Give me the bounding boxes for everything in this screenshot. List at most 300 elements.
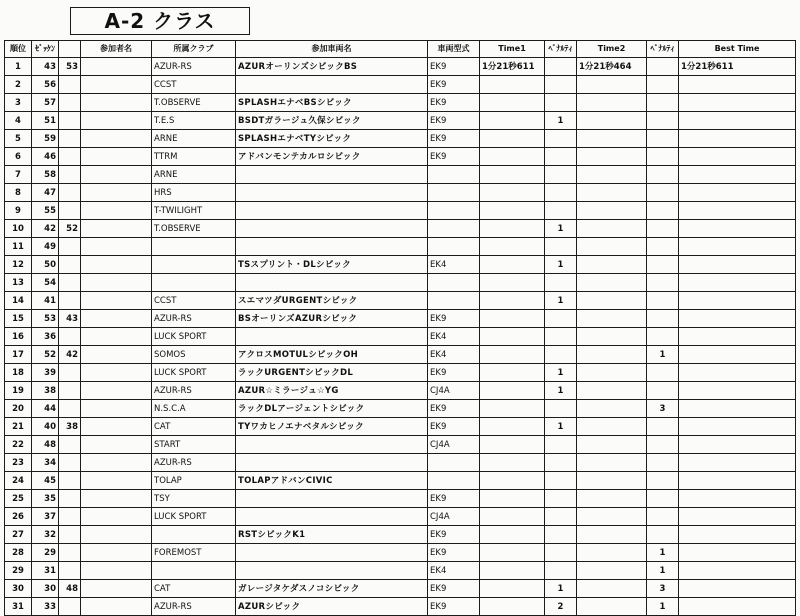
cell-penalty2: [647, 526, 679, 544]
cell-zekken: 29: [32, 544, 59, 562]
cell-time1: [480, 454, 545, 472]
cell-time2: [577, 400, 647, 418]
cell-driver: [81, 184, 152, 202]
cell-car: [236, 220, 428, 238]
cell-time1: [480, 544, 545, 562]
cell-time2: [577, 490, 647, 508]
cell-penalty1: 1: [545, 364, 577, 382]
cell-zekken: 40: [32, 418, 59, 436]
cell-mark: [59, 184, 81, 202]
cell-zekken: 30: [32, 580, 59, 598]
cell-best-time: [679, 400, 796, 418]
cell-club: LUCK SPORT: [152, 328, 236, 346]
cell-car: [236, 436, 428, 454]
cell-mark: [59, 130, 81, 148]
header-model: 車両型式: [428, 41, 480, 58]
table-row: [5, 580, 796, 598]
cell-mark: [59, 166, 81, 184]
cell-model: EK9: [428, 490, 480, 508]
table-row: [5, 562, 796, 580]
cell-zekken: 54: [32, 274, 59, 292]
cell-best-time: [679, 346, 796, 364]
cell-penalty2: [647, 202, 679, 220]
cell-rank: 3: [5, 94, 32, 112]
cell-model: CJ4A: [428, 382, 480, 400]
cell-best-time: [679, 472, 796, 490]
cell-penalty2: [647, 220, 679, 238]
cell-zekken: 37: [32, 508, 59, 526]
cell-club: SOMOS: [152, 346, 236, 364]
cell-penalty2: [647, 454, 679, 472]
cell-model: EK9: [428, 112, 480, 130]
cell-club: T.OBSERVE: [152, 94, 236, 112]
cell-best-time: [679, 256, 796, 274]
cell-mark: [59, 490, 81, 508]
header-penalty2: ﾍﾟﾅﾙﾃｨ: [647, 41, 679, 58]
cell-mark: [59, 382, 81, 400]
cell-car: ガレージタケダスノコシビック: [236, 580, 428, 598]
cell-zekken: 43: [32, 58, 59, 76]
cell-rank: 25: [5, 490, 32, 508]
cell-time2: [577, 166, 647, 184]
cell-penalty1: [545, 400, 577, 418]
cell-car: スエマツダURGENTシビック: [236, 292, 428, 310]
cell-time1: [480, 202, 545, 220]
cell-club: ARNE: [152, 130, 236, 148]
cell-rank: 14: [5, 292, 32, 310]
cell-best-time: [679, 310, 796, 328]
cell-driver: [81, 238, 152, 256]
table-row: [5, 598, 796, 616]
cell-rank: 16: [5, 328, 32, 346]
header-rank: 順位: [5, 41, 32, 58]
cell-club: FOREMOST: [152, 544, 236, 562]
cell-club: CCST: [152, 292, 236, 310]
cell-mark: [59, 472, 81, 490]
cell-car: [236, 490, 428, 508]
cell-driver: [81, 256, 152, 274]
cell-club: T.OBSERVE: [152, 220, 236, 238]
results-table: [4, 40, 796, 616]
cell-mark: [59, 436, 81, 454]
cell-time2: [577, 202, 647, 220]
cell-penalty1: [545, 166, 577, 184]
cell-driver: [81, 220, 152, 238]
table-row: [5, 292, 796, 310]
cell-zekken: 32: [32, 526, 59, 544]
cell-time2: [577, 256, 647, 274]
cell-penalty2: [647, 508, 679, 526]
table-row: [5, 454, 796, 472]
cell-zekken: 56: [32, 76, 59, 94]
cell-driver: [81, 346, 152, 364]
cell-driver: [81, 490, 152, 508]
cell-time2: [577, 130, 647, 148]
cell-penalty1: 1: [545, 256, 577, 274]
cell-driver: [81, 130, 152, 148]
cell-club: AZUR-RS: [152, 598, 236, 616]
table-row: [5, 58, 796, 76]
cell-time1: [480, 580, 545, 598]
cell-time1: 1分21秒611: [480, 58, 545, 76]
cell-time1: [480, 472, 545, 490]
cell-model: EK9: [428, 544, 480, 562]
cell-time1: [480, 418, 545, 436]
cell-penalty1: [545, 310, 577, 328]
cell-car: ラックDLアージェントシビック: [236, 400, 428, 418]
cell-penalty2: [647, 130, 679, 148]
cell-best-time: [679, 202, 796, 220]
cell-mark: [59, 238, 81, 256]
cell-penalty1: [545, 490, 577, 508]
cell-rank: 30: [5, 580, 32, 598]
cell-best-time: [679, 418, 796, 436]
cell-best-time: [679, 130, 796, 148]
cell-penalty2: 3: [647, 400, 679, 418]
cell-model: EK9: [428, 580, 480, 598]
cell-club: HRS: [152, 184, 236, 202]
cell-rank: 6: [5, 148, 32, 166]
cell-driver: [81, 562, 152, 580]
cell-penalty1: 1: [545, 220, 577, 238]
cell-zekken: 34: [32, 454, 59, 472]
cell-penalty1: [545, 58, 577, 76]
table-row: [5, 364, 796, 382]
table-row: [5, 346, 796, 364]
cell-time1: [480, 148, 545, 166]
cell-time2: [577, 382, 647, 400]
cell-penalty1: [545, 562, 577, 580]
cell-club: ARNE: [152, 166, 236, 184]
cell-car: TYワカヒノエナベタルシビック: [236, 418, 428, 436]
cell-car: [236, 202, 428, 220]
cell-time1: [480, 328, 545, 346]
cell-rank: 2: [5, 76, 32, 94]
cell-car: [236, 454, 428, 472]
cell-mark: 42: [59, 346, 81, 364]
cell-mark: [59, 400, 81, 418]
table-row: [5, 418, 796, 436]
cell-zekken: 53: [32, 310, 59, 328]
cell-best-time: [679, 364, 796, 382]
cell-time1: [480, 166, 545, 184]
cell-best-time: [679, 112, 796, 130]
header-time1: Time1: [480, 41, 545, 58]
cell-penalty1: [545, 202, 577, 220]
cell-club: [152, 526, 236, 544]
table-row: [5, 166, 796, 184]
cell-driver: [81, 310, 152, 328]
cell-driver: [81, 328, 152, 346]
cell-rank: 31: [5, 598, 32, 616]
cell-penalty2: 1: [647, 562, 679, 580]
table-row: [5, 148, 796, 166]
cell-rank: 12: [5, 256, 32, 274]
cell-car: [236, 76, 428, 94]
cell-rank: 10: [5, 220, 32, 238]
cell-time2: [577, 364, 647, 382]
cell-model: [428, 202, 480, 220]
cell-car: BSオーリンズAZURシビック: [236, 310, 428, 328]
cell-model: EK9: [428, 418, 480, 436]
cell-time1: [480, 562, 545, 580]
cell-best-time: [679, 508, 796, 526]
cell-driver: [81, 292, 152, 310]
table-row: [5, 202, 796, 220]
cell-time1: [480, 598, 545, 616]
cell-mark: [59, 256, 81, 274]
cell-car: TOLAPアドバンCIVIC: [236, 472, 428, 490]
cell-penalty1: [545, 508, 577, 526]
header-best-time: Best Time: [679, 41, 796, 58]
cell-car: SPLASHエナベBSシビック: [236, 94, 428, 112]
cell-penalty2: [647, 382, 679, 400]
cell-penalty2: [647, 58, 679, 76]
table-row: [5, 328, 796, 346]
cell-car: AZURオーリンズシビックBS: [236, 58, 428, 76]
cell-zekken: 55: [32, 202, 59, 220]
cell-car: [236, 508, 428, 526]
cell-penalty2: [647, 76, 679, 94]
cell-model: CJ4A: [428, 436, 480, 454]
cell-club: N.S.C.A: [152, 400, 236, 418]
cell-model: EK9: [428, 364, 480, 382]
cell-penalty1: 1: [545, 382, 577, 400]
cell-penalty1: [545, 76, 577, 94]
cell-time2: [577, 418, 647, 436]
cell-time2: [577, 184, 647, 202]
cell-club: T-TWILIGHT: [152, 202, 236, 220]
cell-time2: [577, 346, 647, 364]
cell-rank: 26: [5, 508, 32, 526]
cell-time1: [480, 256, 545, 274]
cell-rank: 24: [5, 472, 32, 490]
cell-time2: [577, 310, 647, 328]
cell-mark: [59, 562, 81, 580]
cell-mark: [59, 364, 81, 382]
cell-mark: [59, 292, 81, 310]
cell-club: AZUR-RS: [152, 310, 236, 328]
cell-model: EK4: [428, 346, 480, 364]
cell-time1: [480, 310, 545, 328]
cell-zekken: 38: [32, 382, 59, 400]
cell-time2: [577, 94, 647, 112]
table-row: [5, 94, 796, 112]
cell-penalty1: [545, 148, 577, 166]
cell-time1: [480, 508, 545, 526]
cell-club: START: [152, 436, 236, 454]
cell-car: [236, 328, 428, 346]
cell-mark: 52: [59, 220, 81, 238]
cell-driver: [81, 202, 152, 220]
cell-car: [236, 238, 428, 256]
cell-rank: 4: [5, 112, 32, 130]
cell-time1: [480, 112, 545, 130]
cell-penalty1: [545, 436, 577, 454]
header-row: [5, 41, 796, 58]
table-row: [5, 508, 796, 526]
cell-penalty2: [647, 310, 679, 328]
table-row: [5, 544, 796, 562]
table-row: [5, 472, 796, 490]
cell-model: EK4: [428, 328, 480, 346]
cell-zekken: 44: [32, 400, 59, 418]
cell-zekken: 48: [32, 436, 59, 454]
table-row: [5, 76, 796, 94]
cell-penalty1: [545, 130, 577, 148]
cell-time2: [577, 220, 647, 238]
cell-best-time: [679, 544, 796, 562]
cell-best-time: [679, 148, 796, 166]
cell-zekken: 49: [32, 238, 59, 256]
cell-time1: [480, 490, 545, 508]
cell-rank: 13: [5, 274, 32, 292]
cell-penalty1: 2: [545, 598, 577, 616]
cell-rank: 21: [5, 418, 32, 436]
cell-model: [428, 472, 480, 490]
cell-time2: [577, 292, 647, 310]
cell-time1: [480, 184, 545, 202]
cell-car: AZURシビック: [236, 598, 428, 616]
cell-car: AZUR☆ミラージュ☆YG: [236, 382, 428, 400]
cell-zekken: 59: [32, 130, 59, 148]
cell-penalty2: [647, 472, 679, 490]
cell-zekken: 46: [32, 148, 59, 166]
cell-mark: [59, 274, 81, 292]
cell-driver: [81, 598, 152, 616]
cell-penalty2: [647, 364, 679, 382]
cell-club: CCST: [152, 76, 236, 94]
cell-driver: [81, 436, 152, 454]
cell-best-time: [679, 94, 796, 112]
cell-zekken: 45: [32, 472, 59, 490]
cell-penalty2: [647, 490, 679, 508]
cell-time2: [577, 238, 647, 256]
cell-zekken: 35: [32, 490, 59, 508]
cell-driver: [81, 58, 152, 76]
cell-model: [428, 220, 480, 238]
cell-time2: [577, 508, 647, 526]
cell-driver: [81, 508, 152, 526]
cell-club: [152, 256, 236, 274]
cell-club: CAT: [152, 580, 236, 598]
results-body: [5, 58, 796, 616]
cell-penalty2: [647, 94, 679, 112]
cell-car: SPLASHエナベTYシビック: [236, 130, 428, 148]
cell-driver: [81, 364, 152, 382]
cell-time2: [577, 472, 647, 490]
cell-club: [152, 238, 236, 256]
cell-mark: [59, 454, 81, 472]
table-row: [5, 112, 796, 130]
cell-time2: [577, 562, 647, 580]
cell-penalty2: 1: [647, 346, 679, 364]
cell-penalty1: [545, 544, 577, 562]
cell-penalty1: [545, 454, 577, 472]
cell-penalty2: [647, 256, 679, 274]
cell-time1: [480, 220, 545, 238]
cell-rank: 29: [5, 562, 32, 580]
cell-mark: [59, 328, 81, 346]
cell-time2: [577, 526, 647, 544]
cell-mark: [59, 526, 81, 544]
cell-model: [428, 166, 480, 184]
table-row: [5, 490, 796, 508]
cell-car: [236, 544, 428, 562]
cell-time1: [480, 382, 545, 400]
cell-mark: [59, 508, 81, 526]
cell-mark: 53: [59, 58, 81, 76]
cell-model: EK9: [428, 598, 480, 616]
cell-model: EK9: [428, 58, 480, 76]
cell-time2: [577, 112, 647, 130]
cell-best-time: [679, 436, 796, 454]
table-row: [5, 130, 796, 148]
cell-model: EK9: [428, 526, 480, 544]
cell-model: EK9: [428, 94, 480, 112]
cell-penalty1: [545, 526, 577, 544]
cell-best-time: [679, 580, 796, 598]
cell-best-time: 1分21秒611: [679, 58, 796, 76]
cell-penalty1: [545, 184, 577, 202]
cell-penalty1: [545, 346, 577, 364]
cell-club: TTRM: [152, 148, 236, 166]
table-row: [5, 220, 796, 238]
cell-model: [428, 238, 480, 256]
cell-driver: [81, 454, 152, 472]
cell-rank: 7: [5, 166, 32, 184]
cell-penalty1: [545, 94, 577, 112]
cell-mark: [59, 598, 81, 616]
cell-mark: [59, 76, 81, 94]
header-zekken: ｾﾞｯｹﾝ: [32, 41, 59, 58]
header-club: 所属クラブ: [152, 41, 236, 58]
cell-rank: 19: [5, 382, 32, 400]
cell-rank: 5: [5, 130, 32, 148]
cell-penalty1: [545, 472, 577, 490]
cell-driver: [81, 166, 152, 184]
cell-penalty1: [545, 238, 577, 256]
cell-model: [428, 292, 480, 310]
cell-penalty2: [647, 418, 679, 436]
cell-driver: [81, 274, 152, 292]
cell-best-time: [679, 274, 796, 292]
cell-penalty2: [647, 148, 679, 166]
cell-car: TSスプリント・DLシビック: [236, 256, 428, 274]
table-row: [5, 256, 796, 274]
cell-time1: [480, 364, 545, 382]
cell-zekken: 51: [32, 112, 59, 130]
cell-zekken: 41: [32, 292, 59, 310]
cell-penalty2: [647, 184, 679, 202]
cell-car: BSDTガラージュ久保シビック: [236, 112, 428, 130]
cell-time1: [480, 76, 545, 94]
cell-rank: 15: [5, 310, 32, 328]
cell-zekken: 47: [32, 184, 59, 202]
cell-zekken: 36: [32, 328, 59, 346]
cell-rank: 23: [5, 454, 32, 472]
cell-club: TOLAP: [152, 472, 236, 490]
cell-club: AZUR-RS: [152, 382, 236, 400]
header-driver: 参加者名: [81, 41, 152, 58]
cell-driver: [81, 76, 152, 94]
cell-club: CAT: [152, 418, 236, 436]
cell-mark: [59, 94, 81, 112]
cell-penalty1: [545, 328, 577, 346]
cell-zekken: 52: [32, 346, 59, 364]
cell-zekken: 57: [32, 94, 59, 112]
cell-rank: 17: [5, 346, 32, 364]
